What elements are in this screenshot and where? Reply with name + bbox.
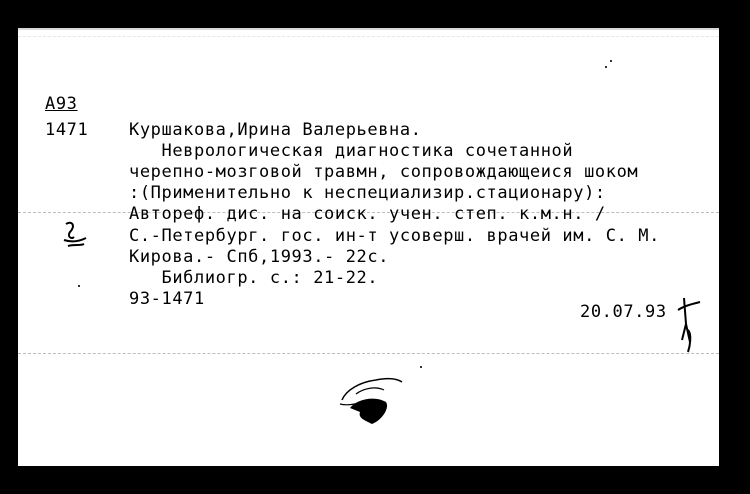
card-ruling-line [18, 36, 719, 37]
description-line: Автореф. дис. на соиск. учен. степ. к.м.н. / [129, 204, 606, 224]
speck [420, 366, 422, 368]
call-number-shelf: А93 [45, 94, 78, 114]
title-line: Неврологическая диагностика сочетанной [129, 141, 574, 161]
bibliography-note: Библиогр. с.: 21-22. [129, 268, 379, 288]
speck [610, 60, 612, 62]
imprint-line: Кирова.- Спб,1993.- 22с. [129, 247, 390, 267]
handwritten-mark-icon [58, 220, 92, 252]
call-number-item: 1471 [45, 120, 89, 140]
catalog-date: 20.07.93 [580, 302, 667, 322]
card-ruling-line [18, 353, 719, 354]
title-line: :(Применительно к неспециализир.стационару): [129, 183, 606, 203]
accession-number: 93-1471 [129, 289, 205, 309]
speck [605, 66, 607, 68]
catalog-card [18, 28, 719, 466]
speck [78, 285, 80, 287]
ink-stamp-blot-icon [336, 368, 412, 428]
institution-line: С.-Петербург. гос. ин-т усоверш. врачей им. С. М. [129, 226, 660, 246]
title-line: черепно-мозговой травмн, сопровождающеися шоком [129, 162, 639, 182]
author-line: Куршакова,Ирина Валерьевна. [129, 120, 422, 140]
handwritten-signature-icon [676, 296, 704, 356]
